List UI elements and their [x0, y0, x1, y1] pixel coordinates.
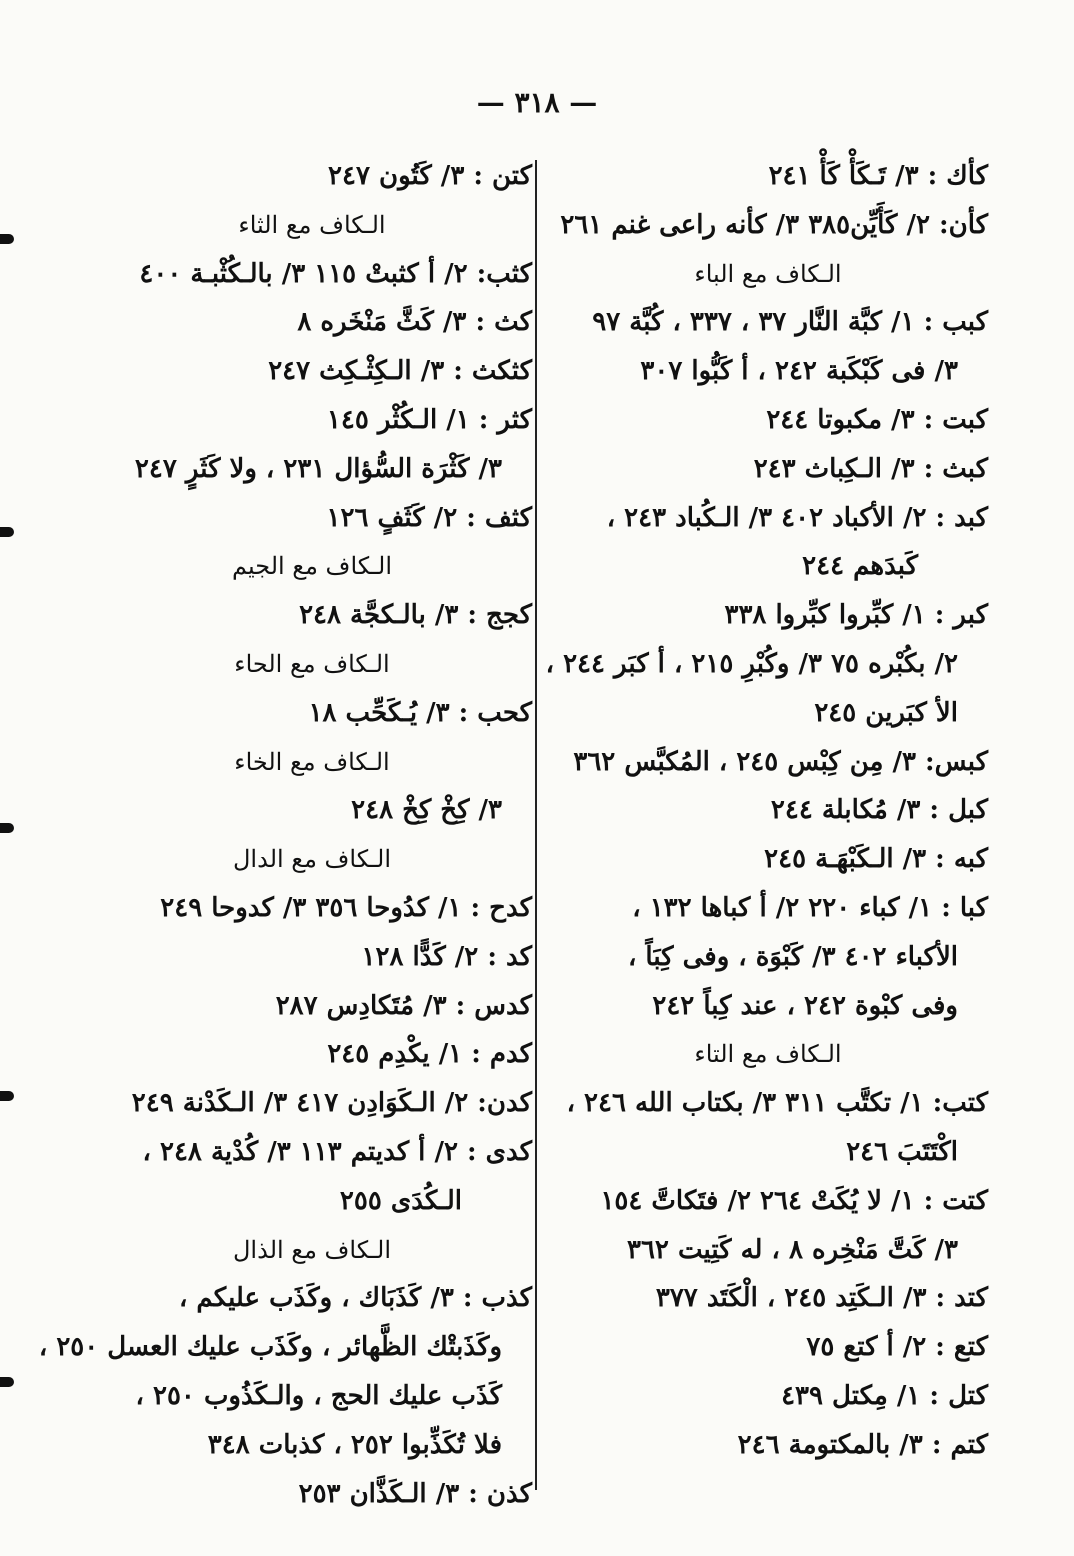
index-entry: كدح : ١/ كدُوحا ٣٥٦ ٣/ كدوحا ٢٤٩: [160, 892, 532, 923]
section-heading: الـكاف مع التاء: [694, 1040, 842, 1069]
index-entry: كبا : ١/ كباء ٢٢٠ ٢/ أ كباها ١٣٢ ،: [632, 892, 988, 923]
index-entry: كَبدَهم ٢٤٤: [802, 551, 918, 582]
index-entry: كبل : ٣/ مُكابلة ٢٤٤: [770, 795, 988, 826]
index-entry: كبس: ٣/ مِن كِبْس ٢٤٥ ، المُكبَّس ٣٦٢: [573, 746, 988, 777]
index-entry: ٣/ كَثْرَة السُّؤال ٢٣١ ، ولا كَثَرٍ ٢٤٧: [134, 453, 502, 484]
index-entry: كأك : ٣/ تَـكَأْ كَأْ ٢٤١: [768, 161, 988, 191]
index-entry: كَذَب عليك الحج ، والـكَذُوب ٢٥٠ ،: [135, 1380, 502, 1411]
index-entry: كبث : ٣/ الـكِباث ٢٤٣: [753, 453, 988, 484]
index-entry: كثر : ١/ الـكُثْر ١٤٥: [326, 404, 532, 435]
section-heading: الـكاف مع الدال: [232, 845, 392, 874]
index-entry: كتن : ٣/ كَتُون ٢٤٧: [328, 161, 532, 191]
index-entry: كدى : ٢/ أ كديتم ١١٣ ٣/ كُدْية ٢٤٨ ،: [142, 1136, 532, 1167]
column-divider: [535, 160, 537, 1490]
index-entry: كتت : ١/ لا يُكَتْ ٢٦٤ ٢/ فتَكاتَّ ١٥٤: [600, 1185, 988, 1216]
index-entry: كبه : ٣/ الـكَبْهَـة ٢٤٥: [764, 844, 988, 875]
index-entry: كبب : ١/ كبَّة النَّار ٣٧ ، ٣٣٧ ، كُبَّة ٩٧: [592, 307, 988, 338]
index-entry: فلا تُكَذِّبوا ٢٥٢ ، كذبات ٣٤٨: [207, 1429, 502, 1460]
index-entry: وكَذَبتْك الظَّهائر ، وكَذَب عليك العسل ٢٥٠ ،: [38, 1332, 502, 1363]
section-heading: الـكاف مع الجيم: [231, 552, 393, 581]
index-entry: كدن: ٢/ الـكَوَادِن ٤١٧ ٣/ الـكَدْنة ٢٤٩: [131, 1088, 532, 1119]
section-heading: الـكاف مع الذال: [232, 1235, 392, 1264]
index-entry: ٢/ بكُبْره ٧٥ ٣/ وكُبْرِ ٢١٥ ، أ كبَر ٢٤٤ ،: [545, 648, 958, 679]
index-entry: كبر : ١/ كبِّروا كبِّروا ٣٣٨: [724, 600, 988, 631]
page-number: — ٣١٨ —: [476, 86, 598, 119]
index-entry: كثكث : ٣/ الـكِثْـكِث ٢٤٧: [268, 356, 532, 387]
index-entry: كبت : ٣/ مكبوتا ٢٤٤: [766, 404, 988, 435]
index-entry: الأكباء ٤٠٢ ٣/ كَبْوَة ، وفى كِبَاً ،: [627, 941, 958, 972]
edge-mark: [0, 1377, 14, 1387]
edge-mark: [0, 234, 14, 244]
index-entry: كذب : ٣/ كَذَبَاك ، وكَذَب عليكم ،: [178, 1283, 532, 1314]
index-entry: كحب : ٣/ يُـكَحِّب ١٨: [308, 697, 532, 728]
edge-mark: [0, 1091, 14, 1101]
index-entry: كتب: ١/ تكتَّب ٣١١ ٣/ بكتاب الله ٢٤٦ ،: [566, 1088, 988, 1119]
index-entry: كبد : ٢/ الأكباد ٤٠٢ ٣/ الـكُباد ٢٤٣ ،: [606, 502, 988, 533]
index-entry: كد : ٢/ كَدًّا ١٢٨: [361, 941, 532, 972]
index-entry: كتد : ٣/ الـكَتِد ٢٤٥ ، الْكَتَد ٣٧٧: [655, 1283, 988, 1314]
section-heading: الـكاف مع الثاء: [238, 210, 386, 239]
index-entry: كتع : ٢/ أ كتع ٧٥: [806, 1332, 988, 1363]
index-entry: ٣/ فى كَبْكَبة ٢٤٢ ، أ كَبُّوا ٣٠٧: [640, 356, 958, 387]
index-entry: كذن : ٣/ الـكَذَّان ٢٥٣: [298, 1478, 532, 1509]
index-entry: كتل : ١/ مِكتل ٤٣٩: [781, 1380, 988, 1411]
index-entry: كتم : ٣/ بالمكتومة ٢٤٦: [737, 1429, 988, 1460]
edge-mark: [0, 527, 14, 537]
index-entry: كثب: ٢/ أ كثبتْ ١١٥ ٣/ بالـكُثْبـة ٤٠٠: [139, 258, 532, 289]
index-entry: كجج : ٣/ بالـكجَّة ٢٤٨: [299, 600, 532, 631]
section-heading: الـكاف مع الخاء: [234, 747, 390, 776]
section-heading: الـكاف مع الباء: [694, 259, 842, 288]
index-entry: كدس : ٣/ مُتَكادِس ٢٨٧: [275, 990, 532, 1021]
index-entry: كث : ٣/ كَثَّ مَنْخَره ٨: [297, 307, 532, 338]
index-entry: ٣/ كِخْ كِخْ ٢٤٨: [351, 795, 502, 826]
index-entry: وفى كبْوة ٢٤٢ ، عند كِباً ٢٤٢: [652, 990, 958, 1021]
index-entry: كدم : ١/ يكْدِم ٢٤٥: [327, 1039, 532, 1070]
index-entry: اكْتَتَبَ ٢٤٦: [846, 1136, 958, 1167]
left-column: [38, 152, 532, 1518]
index-entry: الأ كبَرين ٢٤٥: [814, 697, 958, 728]
index-entry: ٣/ كَتَّ مَنْخِره ٨ ، له كَتِيت ٣٦٢: [627, 1234, 958, 1265]
index-entry: كثف : ٢/ كَثَفٍ ١٢٦: [326, 502, 532, 533]
index-entry: الـكُدَى ٢٥٥: [339, 1185, 462, 1216]
right-column: [545, 152, 988, 1470]
index-entry: كأن: ٢/ كَأَيِّن٣٨٥ ٣/ كأنه راعى غنم ٢٦١: [560, 209, 988, 240]
section-heading: الـكاف مع الحاء: [234, 649, 390, 678]
edge-mark: [0, 823, 14, 833]
